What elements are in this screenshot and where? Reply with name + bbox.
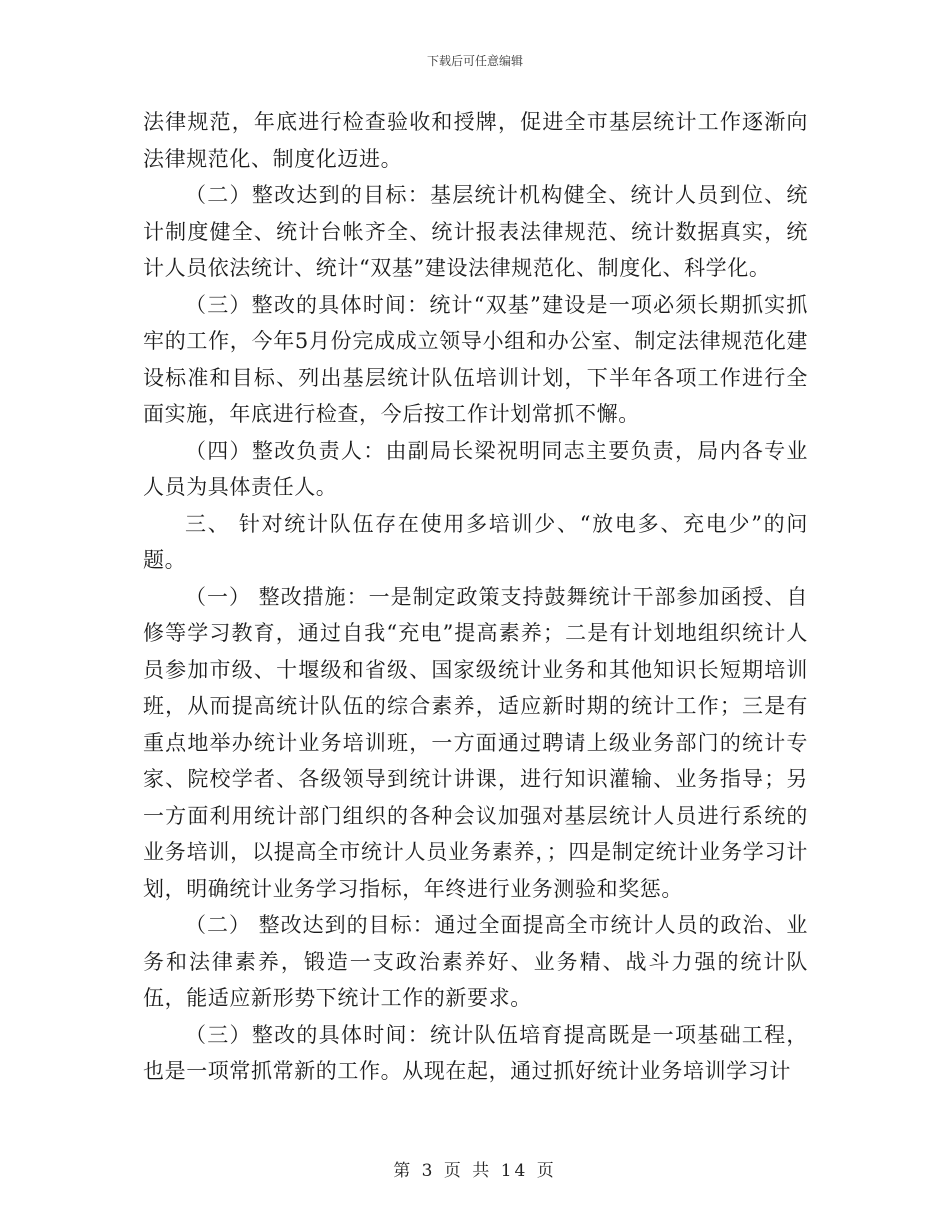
paragraph-time-two: （三）整改的具体时间：统计队伍培育提高既是一项基础工程，也是一项常抓常新的工作。从现在起，通过抓好统计业务培训学习计 <box>143 1022 808 1083</box>
paragraph-target-goals: （二）整改达到的目标：基层统计机构健全、统计人员到位、统计制度健全、统计台帐齐全、统计报表法律规范、统计数据真实，统计人员依法统计、统计“双基”建设法律规范化、制度化、科学化。 <box>143 183 808 280</box>
paragraph-responsible-person: （四）整改负责人：由副局长梁祝明同志主要负责，局内各专业人员为具体责任人。 <box>143 438 808 499</box>
section-heading-three: 三、 针对统计队伍存在使用多培训少、“放电多、充电少”的问题。 <box>143 511 808 572</box>
page-number-footer: 第 3 页 共 14 页 <box>393 1161 557 1181</box>
paragraph-continuation: 法律规范，年底进行检查验收和授牌，促进全市基层统计工作逐渐向法律规范化、制度化迈进。 <box>143 110 808 171</box>
paragraph-specific-time: （三）整改的具体时间：统计“双基”建设是一项必须长期抓实抓牢的工作，今年5月份完成成立领导小组和办公室、制定法律规范化建设标准和目标、列出基层统计队伍培训计划，下半年各项工作进行全面实施，年底进行检查，今后按工作计划常抓不懈。 <box>143 292 808 426</box>
document-body <box>143 104 808 1090</box>
paragraph-goals-two: （二） 整改达到的目标：通过全面提高全市统计人员的政治、业务和法律素养，锻造一支政治素养好、业务精、战斗力强的统计队伍，能适应新形势下统计工作的新要求。 <box>143 913 808 1010</box>
page-header: 下载后可任意编辑 <box>426 54 523 68</box>
paragraph-measures: （一） 整改措施：一是制定政策支持鼓舞统计干部参加函授、自修等学习教育，通过自我“充电”提高素养；二是有计划地组织统计人员参加市级、十堰级和省级、国家级统计业务和其他知识长短期培训班，从而提高统计队伍的综合素养，适应新时期的统计工作；三是有重点地举办统计业务培训班，一方面通过聘请上级业务部门的统计专家、院校学者、各级领导到统计讲课，进行知识灌输、业务指导；另一方面利用统计部门组织的各种会议加强对基层统计人员进行系统的业务培训，以提高全市统计人员业务素养，；四是制定统计业务学习计划，明确统计业务学习指标，年终进行业务测验和奖惩。 <box>143 584 808 901</box>
